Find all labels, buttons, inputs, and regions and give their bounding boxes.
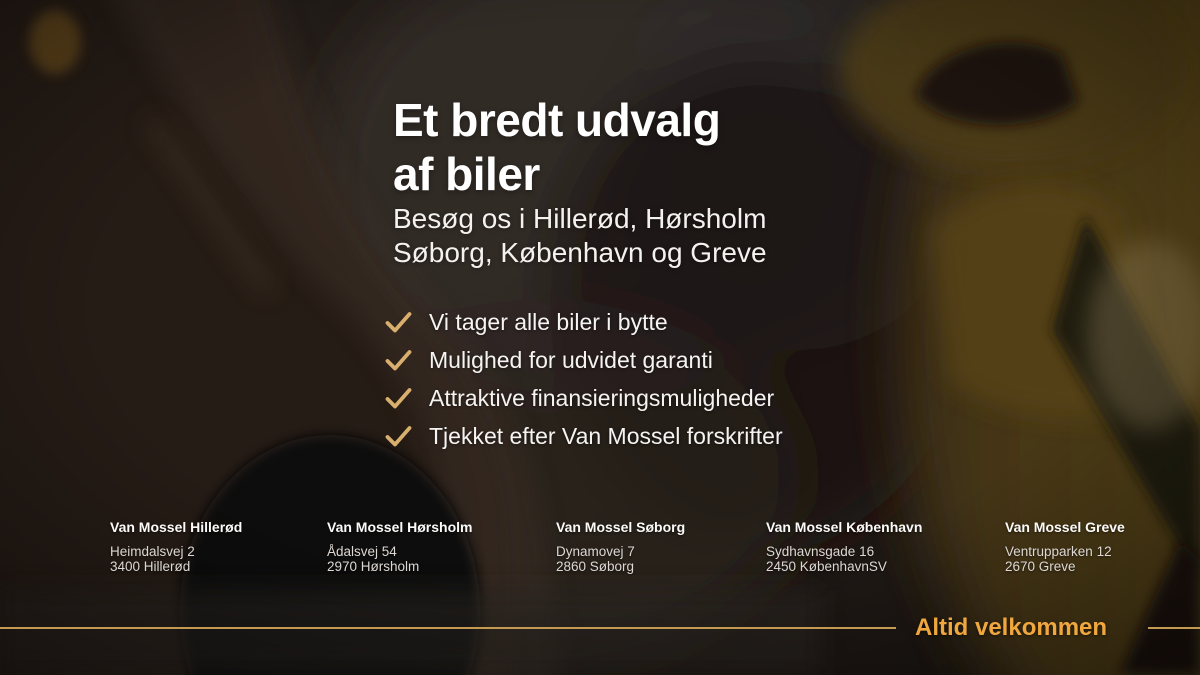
location-address-line2: 2970 Hørsholm	[327, 558, 420, 574]
checklist-item	[385, 379, 783, 417]
location-name: Van Mossel Greve	[1005, 519, 1125, 535]
checkmark-icon	[385, 425, 412, 448]
location-address-line2: 3400 Hillerød	[110, 558, 191, 574]
checklist-item	[385, 417, 783, 455]
checklist-item-label: Mulighed for udvidet garanti	[429, 346, 713, 373]
checklist-item-label: Attraktive finansieringsmuligheder	[429, 384, 775, 411]
location-horsholm	[327, 520, 472, 574]
heading-line-1: Et bredt udvalg	[393, 93, 721, 146]
location-address-line1: Ventrupparken 12	[1005, 544, 1112, 559]
checklist	[385, 303, 783, 455]
checkmark-icon	[385, 311, 412, 334]
gold-divider-line-right	[1148, 627, 1200, 629]
location-hillerod	[110, 520, 242, 574]
location-address-line2: 2670 Greve	[1005, 558, 1076, 574]
heading-line-2: af biler	[393, 147, 540, 200]
location-address-line2: 2450 KøbenhavnSV	[766, 558, 887, 574]
checklist-item-label: Tjekket efter Van Mossel forskrifter	[429, 422, 783, 449]
tagline: Altid velkommen	[915, 614, 1108, 641]
location-name: Van Mossel Hørsholm	[327, 519, 473, 535]
checklist-item	[385, 303, 783, 341]
location-name: Van Mossel Søborg	[556, 519, 686, 535]
location-soborg	[556, 520, 685, 574]
subtitle-line-1: Besøg os i Hillerød, Hørsholm	[393, 203, 767, 234]
checklist-item-label: Vi tager alle biler i bytte	[429, 308, 668, 335]
checkmark-icon	[385, 387, 412, 410]
location-address-line1: Ådalsvej 54	[327, 544, 397, 559]
location-name: Van Mossel Hillerød	[110, 519, 243, 535]
subtitle	[393, 202, 767, 270]
checklist-item	[385, 341, 783, 379]
page-title	[393, 93, 720, 201]
location-name: Van Mossel København	[766, 519, 923, 535]
checkmark-icon	[385, 349, 412, 372]
gold-divider-line-left	[0, 627, 896, 629]
subtitle-line-2: Søborg, København og Greve	[393, 237, 767, 268]
location-kobenhavn	[766, 520, 922, 574]
location-address-line1: Sydhavnsgade 16	[766, 544, 875, 559]
locations-footer	[0, 520, 1200, 580]
location-address-line2: 2860 Søborg	[556, 558, 635, 574]
location-greve	[1005, 520, 1125, 574]
location-address-line1: Dynamovej 7	[556, 544, 635, 559]
location-address-line1: Heimdalsvej 2	[110, 544, 195, 559]
